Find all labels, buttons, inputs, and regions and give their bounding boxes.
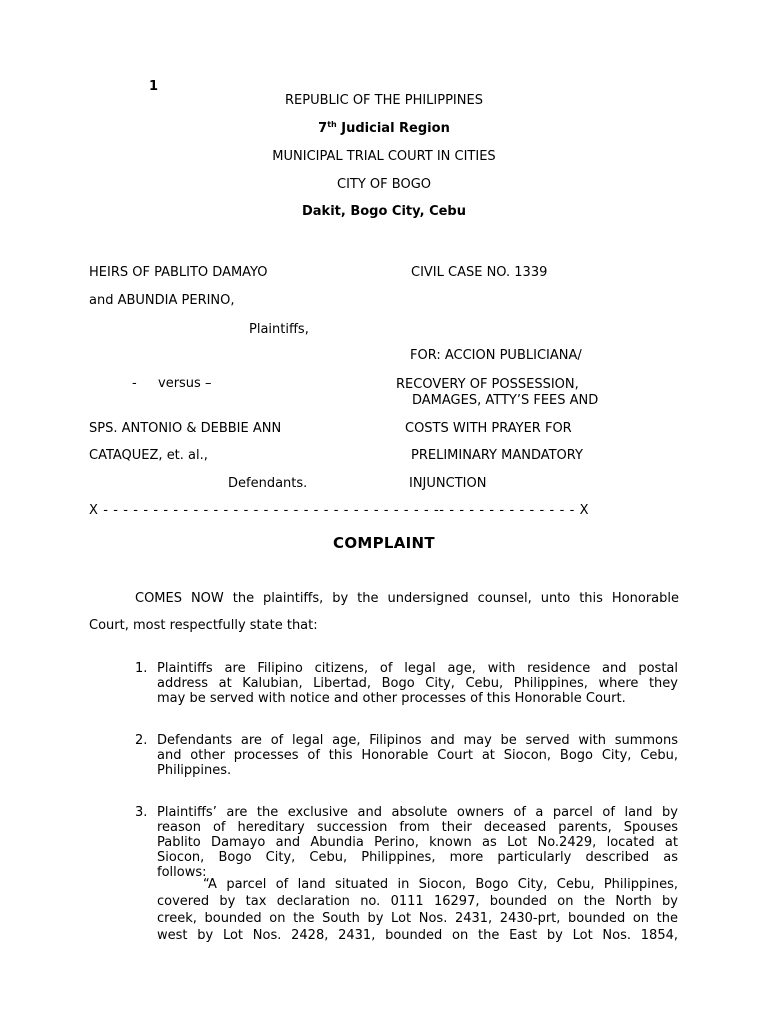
country-heading: REPUBLIC OF THE PHILIPPINES — [285, 93, 483, 108]
item-number: 3. — [135, 805, 148, 820]
item-text — [157, 661, 678, 706]
defendants-label: Defendants. — [228, 476, 308, 491]
region-label: Judicial Region — [336, 121, 450, 136]
document-title: COMPLAINT — [333, 534, 435, 552]
item-line: Siocon, Bogo City, Cebu, Philippines, more particularly described as — [157, 850, 678, 865]
list-item — [135, 805, 678, 880]
court-heading: MUNICIPAL TRIAL COURT IN CITIES — [272, 149, 496, 164]
region-ordinal: th — [327, 120, 337, 129]
caption-divider: X - - - - - - - - - - - - - - - - - - - - - - - - - - - - - - - - - -- - - - - - - - - - - - - - X — [89, 503, 590, 518]
list-item — [135, 661, 678, 706]
quote-line: covered by tax declaration no. 0111 16297, bounded on the North by — [157, 894, 678, 909]
intro-line1: COMES NOW the plaintiffs, by the undersigned counsel, unto this Honorable — [135, 591, 679, 606]
quote-line: creek, bounded on the South by Lot Nos. 2431, 2430-prt, bounded on the — [157, 911, 678, 926]
quote-line: “A parcel of land situated in Siocon, Bogo City, Cebu, Philippines, — [203, 877, 678, 892]
page-number: 1 — [149, 79, 159, 94]
case-nature-line3: DAMAGES, ATTY’S FEES AND — [412, 393, 599, 408]
plaintiffs-name-line2: and ABUNDIA PERINO, — [89, 293, 235, 308]
case-nature-line2: RECOVERY OF POSSESSION, — [396, 377, 579, 392]
case-number: CIVIL CASE NO. 1339 — [411, 265, 548, 280]
item-text — [157, 733, 678, 778]
city-heading: CITY OF BOGO — [337, 177, 431, 192]
plaintiffs-label: Plaintiffs, — [249, 322, 309, 337]
item-line: and other processes of this Honorable Court at Siocon, Bogo City, Cebu, — [157, 748, 678, 763]
list-item — [135, 733, 678, 778]
item-line: address at Kalubian, Libertad, Bogo City, Cebu, Philippines, where they — [157, 676, 678, 691]
case-nature-line4: COSTS WITH PRAYER FOR — [405, 421, 572, 436]
item-text — [157, 805, 678, 880]
plaintiffs-name-line1: HEIRS OF PABLITO DAMAYO — [89, 265, 268, 280]
item-line: reason of hereditary succession from their deceased parents, Spouses — [157, 820, 678, 835]
intro-paragraph — [89, 591, 679, 634]
case-nature-line1: FOR: ACCION PUBLICIANA/ — [410, 348, 582, 363]
versus-label: versus – — [158, 376, 212, 391]
item-number: 1. — [135, 661, 148, 676]
item-line: may be served with notice and other processes of this Honorable Court. — [157, 691, 626, 706]
intro-line2: Court, most respectfully state that: — [89, 618, 318, 633]
item-line: follows: — [157, 865, 207, 880]
defendants-name-line1: SPS. ANTONIO & DEBBIE ANN — [89, 421, 282, 436]
region-number: 7 — [318, 121, 328, 136]
defendants-name-line2: CATAQUEZ, et. al., — [89, 448, 208, 463]
versus-dash: - — [132, 376, 137, 391]
item-line: Pablito Damayo and Abundia Perino, known as Lot No.2429, located at — [157, 835, 678, 850]
judicial-region-heading — [0, 121, 768, 137]
item-line: Defendants are of legal age, Filipinos and may be served with summons — [157, 733, 678, 748]
item-line: Plaintiffs are Filipino citizens, of legal age, with residence and postal — [157, 661, 678, 676]
item-number: 2. — [135, 733, 148, 748]
property-description-quote — [157, 877, 678, 945]
case-nature-line6: INJUNCTION — [409, 476, 487, 491]
case-nature-line5: PRELIMINARY MANDATORY — [411, 448, 583, 463]
location-heading: Dakit, Bogo City, Cebu — [301, 204, 466, 219]
quote-line: west by Lot Nos. 2428, 2431, bounded on the East by Lot Nos. 1854, — [157, 928, 678, 943]
item-line: Plaintiffs’ are the exclusive and absolute owners of a parcel of land by — [157, 805, 678, 820]
item-line: Philippines. — [157, 763, 232, 778]
